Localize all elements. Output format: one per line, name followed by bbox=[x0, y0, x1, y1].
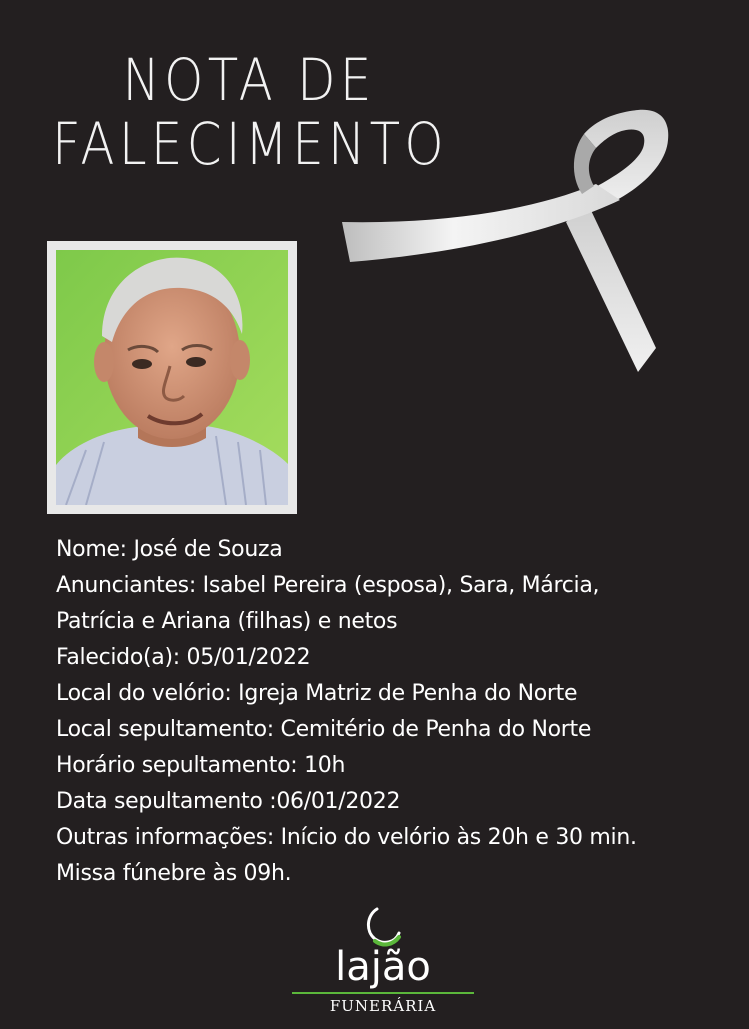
title-line-2: FALECIMENTO bbox=[52, 110, 448, 178]
detail-outras-1: Outras informações: Início do velório às 20h e 30 min. bbox=[56, 825, 637, 850]
detail-local-velorio: Local do velório: Igreja Matriz de Penha do Norte bbox=[56, 681, 578, 706]
title-line-1: NOTA DE bbox=[122, 46, 376, 114]
detail-local-sepultamento: Local sepultamento: Cemitério de Penha do Norte bbox=[56, 717, 592, 742]
logo-mark-icon bbox=[363, 905, 403, 947]
obituary-details bbox=[56, 532, 637, 892]
portrait-photo bbox=[56, 250, 288, 505]
portrait-frame bbox=[47, 241, 297, 514]
logo-subtitle: FUNERÁRIA bbox=[329, 997, 437, 1015]
detail-horario-sepultamento: Horário sepultamento: 10h bbox=[56, 753, 346, 778]
detail-anunciantes-2: Patrícia e Ariana (filhas) e netos bbox=[56, 609, 398, 634]
detail-data-sepultamento: Data sepultamento :06/01/2022 bbox=[56, 789, 401, 814]
detail-outras-2: Missa fúnebre às 09h. bbox=[56, 861, 292, 886]
mourning-ribbon-icon bbox=[338, 104, 688, 379]
funeral-home-logo bbox=[288, 905, 478, 1029]
detail-nome: Nome: José de Souza bbox=[56, 537, 283, 562]
detail-falecido: Falecido(a): 05/01/2022 bbox=[56, 645, 311, 670]
logo-divider bbox=[292, 992, 474, 994]
logo-name: lajão bbox=[335, 944, 431, 990]
detail-anunciantes-1: Anunciantes: Isabel Pereira (esposa), Sara, Márcia, bbox=[56, 573, 600, 598]
